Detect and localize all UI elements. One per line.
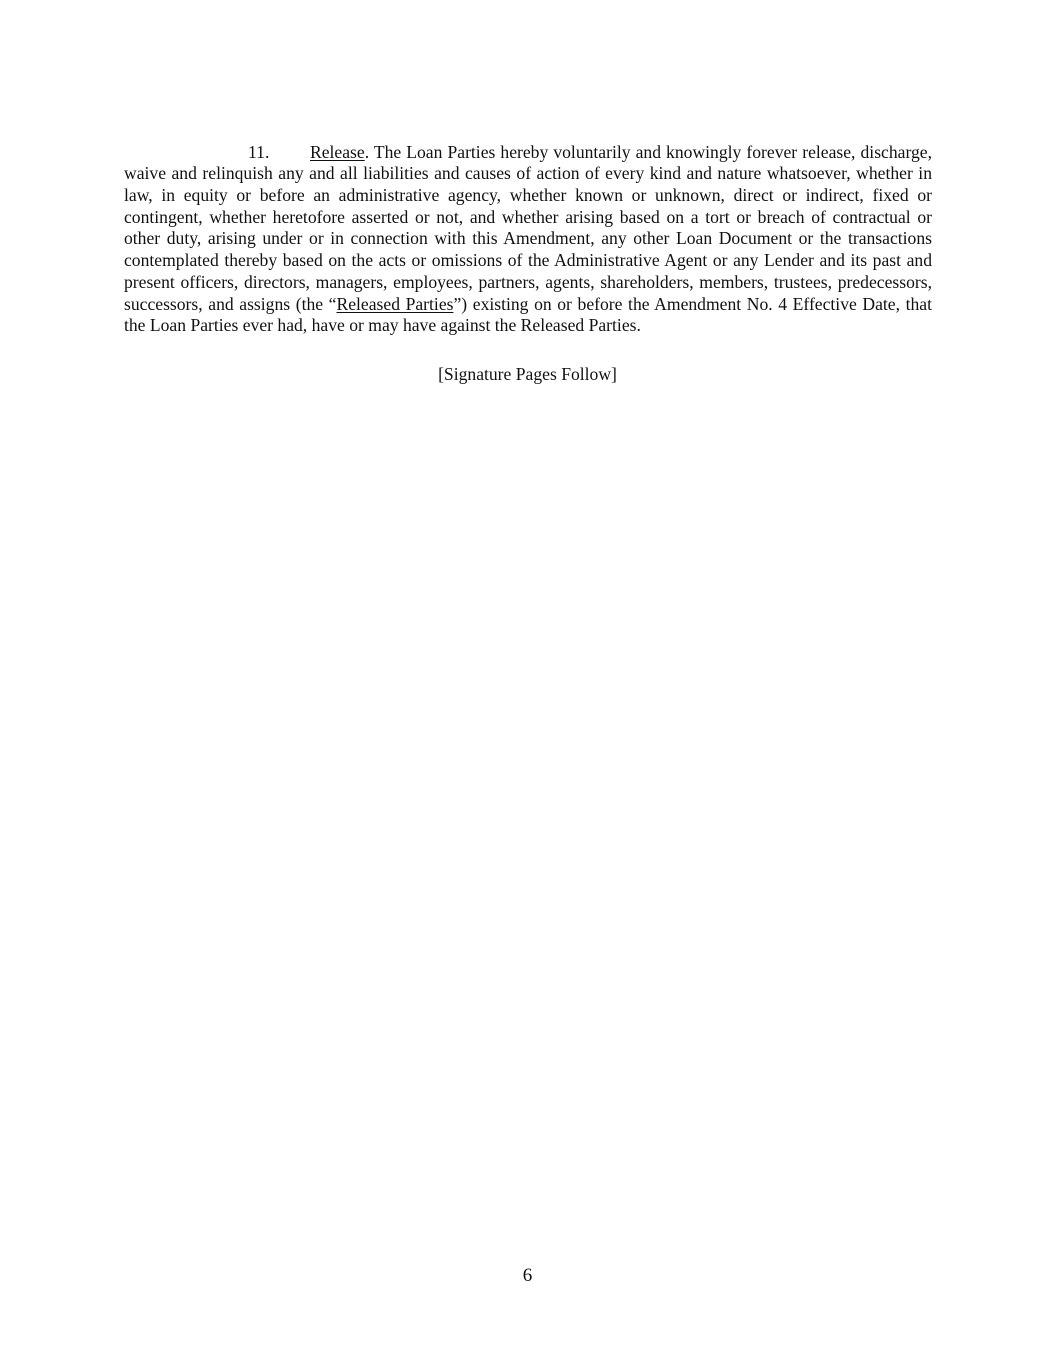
section-heading: Release [310,141,365,162]
section-number: 11. [248,141,270,162]
section-closing-text: ”) existing on or before the Amendment No. 4 Effective Date, that the Loan Parties ever had, have or may have against the Released Parties. [124,293,933,336]
signature-pages-note: [Signature Pages Follow] [438,364,617,384]
release-section [124,142,932,337]
section-body-text: . The Loan Parties hereby voluntarily and knowingly forever release, discharge, waive and relinquish any and all liabilities and causes of action of every kind and nature whatsoever, whether in law, in equity or before an administrative agency, whether known or unknown, direct or indirect, fixed or contingent, whether heretofore asserted or not, and whether arising based on a tort or breach of contractual or other duty, arising under or in connection with this Amendment, any other Loan Document or the transactions contemplated thereby based on the acts or omissions of the Administrative Agent or any Lender and its past and present officers, directors, managers, employees, partners, agents, shareholders, members, trustees, predecessors, successors, and assigns (the “ [124,141,932,314]
page-number: 6 [522,1265,533,1286]
defined-term: Released Parties [336,293,454,314]
